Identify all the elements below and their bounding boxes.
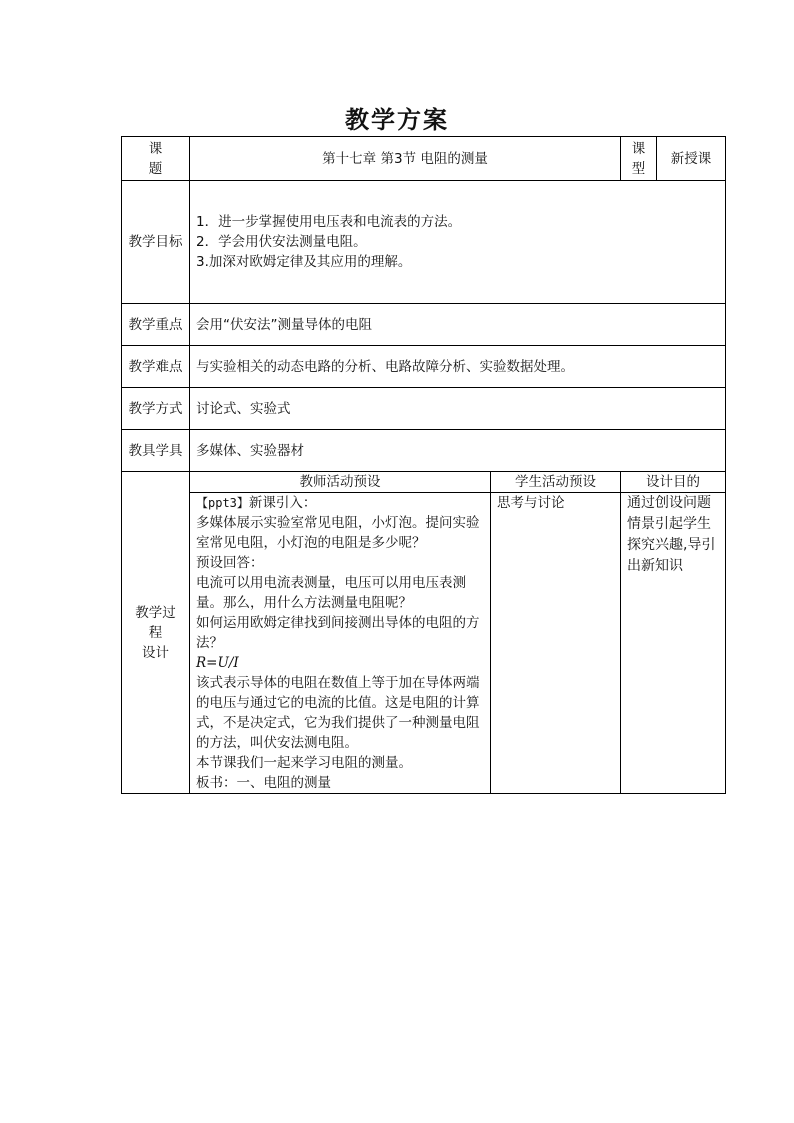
lesson-type-value: 新授课 bbox=[657, 137, 726, 181]
ppt-tag: 【ppt3】 bbox=[196, 496, 249, 510]
goals-list bbox=[190, 181, 726, 304]
methods-value: 讨论式、实验式 bbox=[190, 388, 726, 430]
key-points-row bbox=[122, 304, 726, 346]
teacher-intro-line bbox=[196, 493, 484, 513]
difficulties-label: 教学难点 bbox=[122, 346, 190, 388]
process-label: 教学过 程 设计 bbox=[122, 472, 190, 794]
teacher-line: 如何运用欧姆定律找到间接测出导体的电阻的方法？ bbox=[196, 615, 480, 651]
difficulties-row bbox=[122, 346, 726, 388]
topic-row bbox=[122, 137, 726, 181]
teacher-activity-header: 教师活动预设 bbox=[190, 472, 491, 493]
teacher-line: 电流可以用电流表测量，电压可以用电压表测量。那么，用什么方法测量电阻呢？ bbox=[196, 575, 466, 611]
key-points-label: 教学重点 bbox=[122, 304, 190, 346]
teacher-activity-cell bbox=[190, 493, 491, 794]
goals-row bbox=[122, 181, 726, 304]
tools-label: 教具学具 bbox=[122, 430, 190, 472]
teacher-line: 本节课我们一起来学习电阻的测量。 bbox=[196, 755, 412, 771]
ohm-formula: R=U/I bbox=[196, 655, 239, 671]
student-activity-header: 学生活动预设 bbox=[491, 472, 621, 493]
goals-label: 教学目标 bbox=[122, 181, 190, 304]
teacher-line: 预设回答： bbox=[196, 555, 264, 571]
tools-row bbox=[122, 430, 726, 472]
teacher-line: 多媒体展示实验室常见电阻，小灯泡。提问实验室常见电阻，小灯泡的电阻是多少呢？ bbox=[196, 515, 480, 551]
student-activity-cell: 思考与讨论 bbox=[491, 493, 621, 794]
page-title: 教学方案 bbox=[345, 105, 449, 134]
methods-row bbox=[122, 388, 726, 430]
topic-value: 第十七章 第3节 电阻的测量 bbox=[190, 137, 621, 181]
tools-value: 多媒体、实验器材 bbox=[190, 430, 726, 472]
teacher-line: 该式表示导体的电阻在数值上等于加在导体两端的电压与通过它的电流的比值。这是电阻的计算式，不是决定式，它为我们提供了一种测量电阻的方法，叫伏安法测电阻。 bbox=[196, 675, 480, 751]
key-points-value: 会用“伏安法”测量导体的电阻 bbox=[190, 304, 726, 346]
lesson-type-label: 课 型 bbox=[621, 137, 657, 181]
teacher-line: 板书：一、电阻的测量 bbox=[196, 775, 331, 791]
teacher-intro: 新课引入： bbox=[248, 495, 317, 511]
goal-item: 2．学会用伏安法测量电阻。 bbox=[196, 234, 367, 250]
design-purpose-header: 设计目的 bbox=[621, 472, 726, 493]
goal-item: 3.加深对欧姆定律及其应用的理解。 bbox=[196, 254, 412, 270]
process-body-row bbox=[122, 493, 726, 794]
methods-label: 教学方式 bbox=[122, 388, 190, 430]
design-purpose-cell: 通过创设问题情景引起学生探究兴趣,导引出新知识 bbox=[621, 493, 726, 794]
lesson-plan-table bbox=[121, 136, 726, 794]
process-header-row bbox=[122, 472, 726, 493]
difficulties-value: 与实验相关的动态电路的分析、电路故障分析、实验数据处理。 bbox=[190, 346, 726, 388]
goal-item: 1．进一步掌握使用电压表和电流表的方法。 bbox=[196, 214, 462, 230]
topic-label: 课 题 bbox=[122, 137, 190, 181]
